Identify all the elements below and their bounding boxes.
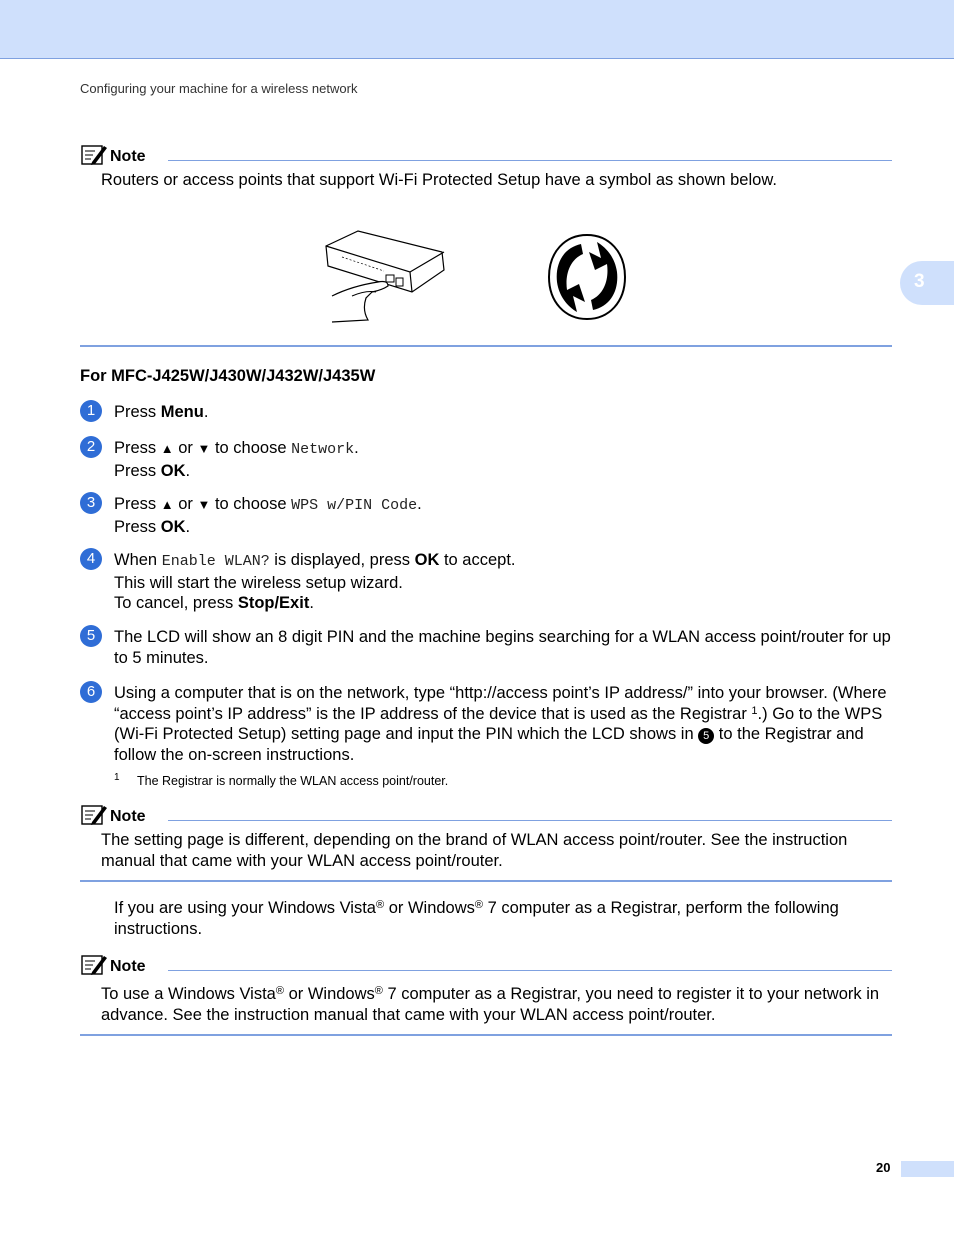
note-rule — [168, 820, 892, 821]
note-rule — [168, 160, 892, 161]
step-1-number: 1 — [80, 400, 102, 422]
page-number: 20 — [876, 1160, 891, 1175]
running-header: Configuring your machine for a wireless network — [80, 81, 358, 96]
note-pencil-icon — [80, 803, 108, 827]
lcd-message-enable-wlan: Enable WLAN? — [161, 553, 270, 570]
note-label: Note — [110, 808, 146, 825]
footnote-text: The Registrar is normally the WLAN access point/router. — [137, 774, 449, 788]
top-header-band — [0, 0, 954, 59]
note-3-text: To use a Windows Vista® or Windows® 7 computer as a Registrar, you need to register it to your network in advance. See the instruction manual that came with your WLAN access point/router. — [101, 985, 880, 1024]
note-rule — [168, 970, 892, 971]
note-2-text: The setting page is different, depending on the brand of WLAN access point/router. See the instruction manual that came with your WLAN access point/router. — [101, 831, 848, 870]
note-2-end-rule — [80, 880, 892, 882]
step-5-reference: 5 — [698, 728, 714, 744]
step-6-number: 6 — [80, 681, 102, 703]
note-3-end-rule — [80, 1034, 892, 1036]
lcd-option-network: Network — [291, 441, 355, 458]
ok-key: OK — [414, 551, 440, 569]
step-6-text: Using a computer that is on the network, type “http://access point’s IP address/” into your browser. (Where “access point’s IP address” is the IP address of the device that is used as the Registrar $^1$.) Go to the WPS (Wi-Fi Protected Setup) setting page and input the PIN which the LCD shows in 5 to the Registrar and follow the on-screen instructions. — [114, 684, 887, 764]
vista-instructions: If you are using your Windows Vista® or Windows® 7 computer as a Registrar, perform the following instructions. — [114, 899, 839, 938]
note-pencil-icon — [80, 953, 108, 977]
note-header-3 — [80, 953, 892, 979]
chapter-tab — [900, 261, 954, 305]
down-arrow-icon: ▼ — [197, 441, 211, 456]
ok-key: OK — [160, 461, 186, 480]
wps-logo-icon — [545, 232, 629, 322]
note-label: Note — [110, 958, 146, 975]
note-1-end-rule — [80, 345, 892, 347]
note-header-2 — [80, 803, 892, 829]
step-3-number: 3 — [80, 492, 102, 514]
section-title: For MFC-J425W/J430W/J432W/J435W — [80, 367, 376, 385]
step-2-number: 2 — [80, 436, 102, 458]
note-pencil-icon — [80, 143, 108, 167]
note-label: Note — [110, 148, 146, 165]
step-4-number: 4 — [80, 548, 102, 570]
stop-exit-key: Stop/Exit — [237, 594, 310, 612]
router-press-illustration — [322, 224, 448, 324]
lcd-option-wps-pin: WPS w/PIN Code — [291, 497, 418, 514]
step-2-text: Press ▲ or ▼ to choose Network. Press OK. — [114, 439, 359, 480]
step-4-text: When Enable WLAN? is displayed, press OK to accept. This will start the wireless setup wizard. To cancel, press Stop/Exit. — [114, 551, 516, 612]
note-1-text: Routers or access points that support Wi-Fi Protected Setup have a symbol as shown below. — [101, 171, 777, 189]
chapter-number: 3 — [914, 271, 925, 292]
step-5-text: The LCD will show an 8 digit PIN and the machine begins searching for a WLAN access point/router for up to 5 minutes. — [114, 628, 891, 667]
step-3-text: Press ▲ or ▼ to choose WPS w/PIN Code. Press OK. — [114, 495, 422, 536]
step-1-text: Press Menu. — [114, 403, 209, 421]
step-5-number: 5 — [80, 625, 102, 647]
up-arrow-icon: ▲ — [160, 441, 174, 456]
down-arrow-icon: ▼ — [197, 497, 211, 512]
menu-key: Menu — [160, 403, 204, 421]
note-header-1 — [80, 143, 892, 169]
footnote-ref: 1 — [751, 704, 758, 717]
ok-key: OK — [160, 517, 186, 536]
footnote-number: 1 — [114, 772, 120, 783]
up-arrow-icon: ▲ — [160, 497, 174, 512]
page-number-band — [901, 1161, 954, 1177]
